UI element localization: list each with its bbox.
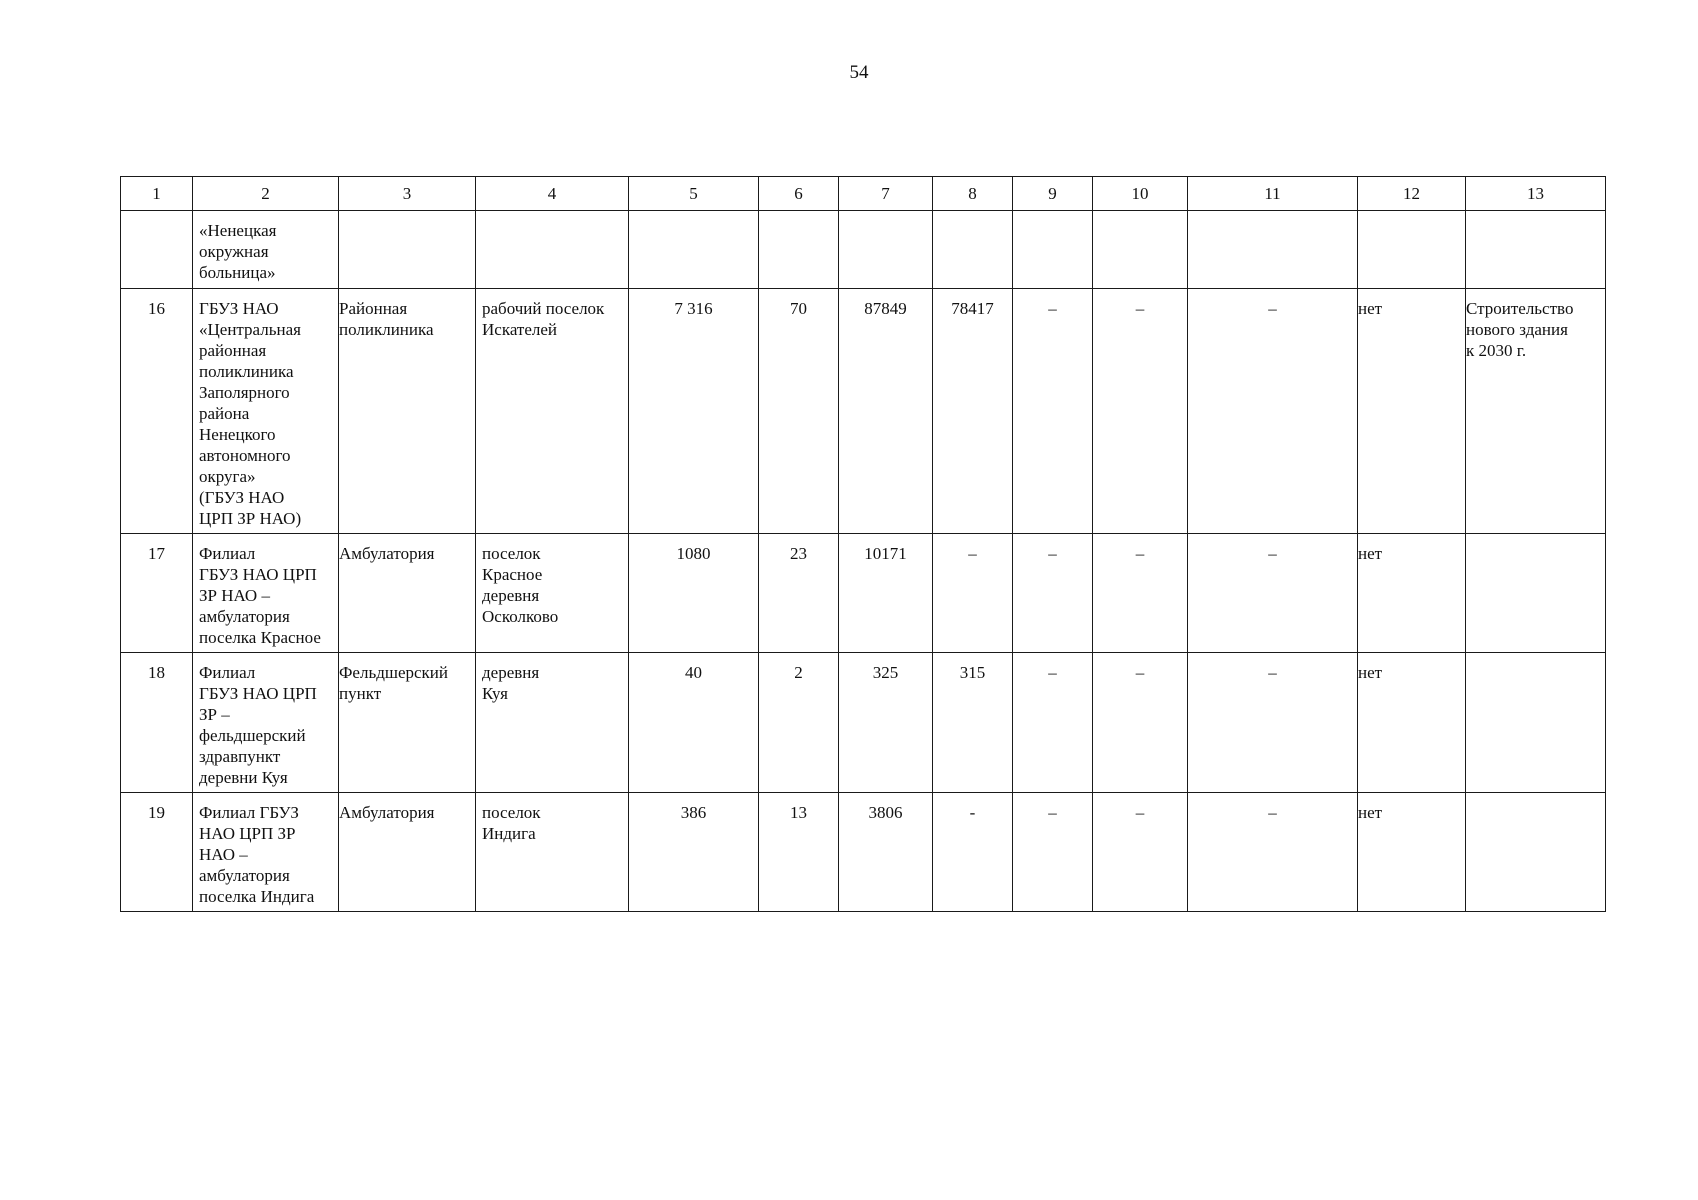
cell-col8: – [968,544,977,563]
cell-col5: 1080 [676,544,711,563]
column-header-12: 12 [1358,177,1466,211]
cell-col12: нет [1358,663,1383,682]
facility-type: Районная поликлиника [339,299,434,339]
location: поселок Индига [482,803,541,843]
row-number: 18 [148,663,165,682]
column-header-9: 9 [1013,177,1093,211]
table-row [121,289,1606,534]
cell-col12: нет [1358,299,1383,318]
institution-name: Филиал ГБУЗ НАО ЦРП ЗР – фельдшерский здравпункт деревни Куя [199,663,317,787]
column-header-3: 3 [339,177,476,211]
cell-col11: – [1268,663,1277,682]
location [476,211,628,224]
cell-col5: 7 316 [674,299,713,318]
cell-col13: Строительство нового здания к 2030 г. [1466,299,1574,360]
cell-col10: – [1135,803,1145,822]
column-header-2: 2 [193,177,339,211]
cell-col11: – [1268,544,1277,563]
column-header-7: 7 [839,177,933,211]
cell-col6: 13 [790,803,807,822]
cell-col8 [933,211,1012,224]
cell-col7: 325 [872,663,899,682]
institution-name: «Ненецкая окружная больница» [199,221,277,282]
column-header-8: 8 [933,177,1013,211]
location: рабочий поселок Искателей [482,299,605,339]
cell-col11: – [1268,299,1277,318]
cell-col10: – [1135,663,1145,682]
cell-col10: – [1135,299,1145,318]
facility-type: Амбулатория [339,544,435,563]
cell-col12: нет [1358,544,1383,563]
table-row [121,793,1606,912]
cell-col6: 2 [794,663,803,682]
table-row [121,534,1606,653]
cell-col7 [839,211,932,224]
row-number: 19 [148,803,165,822]
cell-col13 [1466,653,1605,666]
cell-col9: – [1048,803,1057,822]
cell-col9: – [1048,663,1057,682]
cell-col13 [1466,534,1605,547]
institution-name: ГБУЗ НАО «Центральная районная поликлиника Заполярного района Ненецкого автономного округа» (ГБУЗ НАО ЦРП ЗР НАО) [199,299,302,528]
cell-col7: 87849 [864,299,907,318]
column-header-4: 4 [476,177,629,211]
table-row [121,653,1606,793]
cell-col5 [629,211,758,224]
cell-col13 [1466,211,1605,224]
column-header-13: 13 [1466,177,1606,211]
cell-col13 [1466,793,1605,806]
cell-col8: - [969,803,976,822]
column-header-5: 5 [629,177,759,211]
row-number [121,211,192,224]
cell-col5: 40 [685,663,702,682]
facilities-table [120,176,1606,912]
facility-type: Фельдшерский пункт [339,663,448,703]
header-row [121,177,1606,211]
table-row [121,211,1606,289]
facility-type: Амбулатория [339,803,435,822]
location: поселок Красное деревня Осколково [482,544,559,626]
column-header-10: 10 [1093,177,1188,211]
cell-col12: нет [1358,803,1383,822]
cell-col12 [1358,211,1465,224]
column-header-11: 11 [1188,177,1358,211]
cell-col7: 10171 [864,544,907,563]
cell-col6: 23 [790,544,807,563]
row-number: 17 [148,544,165,563]
column-header-6: 6 [759,177,839,211]
facility-type [339,211,475,224]
cell-col6: 70 [790,299,807,318]
cell-col11 [1188,211,1357,224]
cell-col11: – [1268,803,1277,822]
cell-col9: – [1048,544,1057,563]
cell-col8: 315 [959,663,986,682]
institution-name: Филиал ГБУЗ НАО ЦРП ЗР НАО – амбулатория поселка Красное [199,544,321,647]
cell-col9 [1013,211,1092,224]
row-number: 16 [148,299,165,318]
column-header-1: 1 [121,177,193,211]
cell-col6 [759,211,838,224]
location: деревня Куя [482,663,540,703]
cell-col9: – [1048,299,1057,318]
cell-col10: – [1135,544,1145,563]
cell-col5: 386 [680,803,707,822]
cell-col10 [1093,211,1187,224]
cell-col8: 78417 [951,299,994,318]
cell-col7: 3806 [868,803,903,822]
institution-name: Филиал ГБУЗ НАО ЦРП ЗР НАО – амбулатория поселка Индига [199,803,315,906]
page-number: 54 [849,62,869,83]
